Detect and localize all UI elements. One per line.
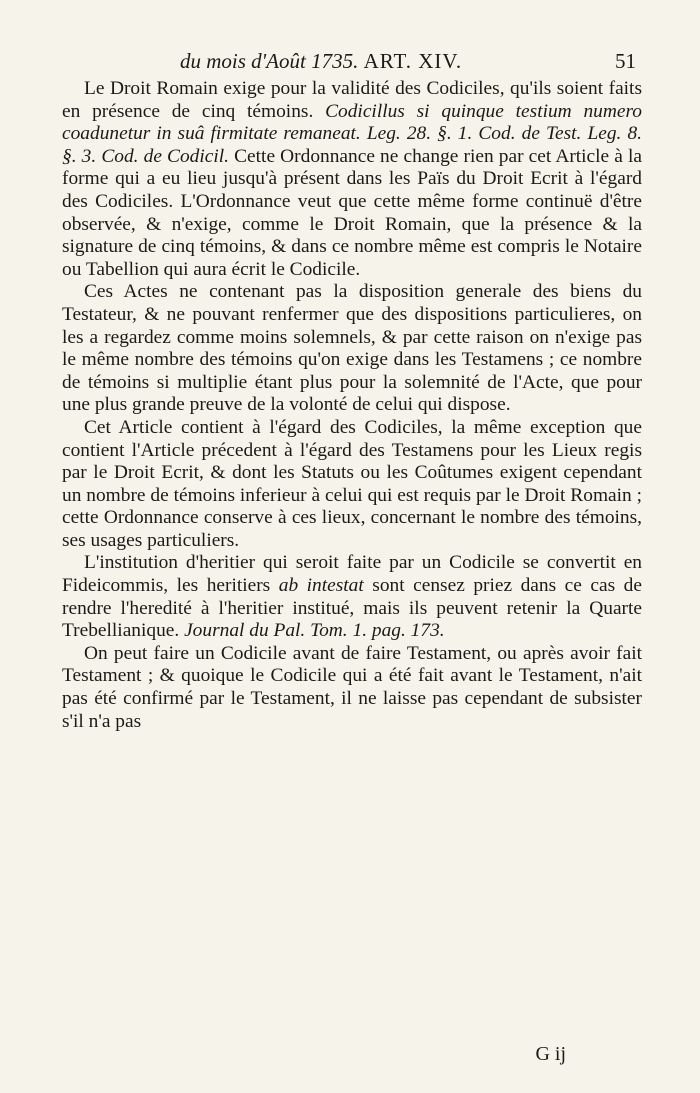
paragraph-2: Ces Actes ne contenant pas la disposition generale des biens du Testateur, & ne pouvant renfermer que des dispositions particulieres, on les a regardez comme moins solemnels, & par cette raison on n'exige pas le même nombre des témoins qu'on exige dans les Testamens ; ce nombre de témoins si multiplie étant plus pour la solemnité de l'Acte, que pour une plus grande preuve de la volonté de celui qui dispose. bbox=[62, 281, 642, 416]
paragraph-4-text-b: sont censez priez dans ce cas de rendre l'heredité à l'heritier institué, mais ils peuvent retenir la Quarte Trebellianique. bbox=[62, 575, 642, 642]
signature-mark: G ij bbox=[535, 1043, 566, 1065]
book-page bbox=[62, 46, 642, 1066]
running-title-date: du mois d'Août 1735. bbox=[180, 49, 359, 73]
running-head bbox=[62, 46, 642, 76]
paragraph-4-latin: ab intestat bbox=[278, 575, 364, 597]
paragraph-1-text-a: Le Droit Romain exige pour la validité des Codiciles, qu'ils soient faits en présence de cinq témoins. bbox=[62, 78, 642, 122]
paragraph-4 bbox=[62, 552, 642, 642]
paragraph-3: Cet Article contient à l'égard des Codiciles, la même exception que contient l'Article précedent à l'égard des Testamens pour les Lieux regis par le Droit Ecrit, & dont les Statuts ou les Coûtumes exigent cependant un nombre de témoins inferieur à celui qui est requis par le Droit Romain ; cette Ordonnance conserve à ces lieux, concernant le nombre des témoins, ses usages particuliers. bbox=[62, 416, 642, 551]
article-number: ART. XIV. bbox=[363, 49, 463, 73]
running-title bbox=[180, 46, 462, 76]
paragraph-1 bbox=[62, 78, 642, 281]
paragraph-1-text-b: Cette Ordonnance ne change rien par cet Article à la forme qui a eu lieu jusqu'à présent dans les Païs du Droit Ecrit à l'égard des Codiciles. L'Ordonnance veut que cette même forme continuë d'être observée, & n'exige, comme le Droit Romain, que la présence & la signature de cinq témoins, & dans ce nombre même est compris le Notaire ou Tabellion qui aura écrit le Codicile. bbox=[62, 145, 643, 280]
paragraph-5: On peut faire un Codicile avant de faire Testament, ou après avoir fait Testament ; & quoique le Codicile qui a été fait avant le Testament, n'ait pas été confirmé par le Testament, il ne laisse pas cependant de subsister s'il n'a pas bbox=[62, 642, 642, 732]
paragraph-1-citation: Codicillus si quinque testium numero coadunetur in suâ firmitate remaneat. Leg. 28. §. 1. Cod. de Test. Leg. 8. §. 3. Cod. de Codicil. bbox=[62, 100, 643, 167]
paragraph-4-text-a: L'institution d'heritier qui seroit faite par un Codicile se convertit en Fideicommis, les heritiers bbox=[62, 552, 642, 597]
body-text bbox=[62, 78, 642, 733]
paragraph-4-citation: Journal du Pal. Tom. 1. pag. 173. bbox=[184, 620, 445, 642]
page-number: 51 bbox=[615, 49, 636, 73]
